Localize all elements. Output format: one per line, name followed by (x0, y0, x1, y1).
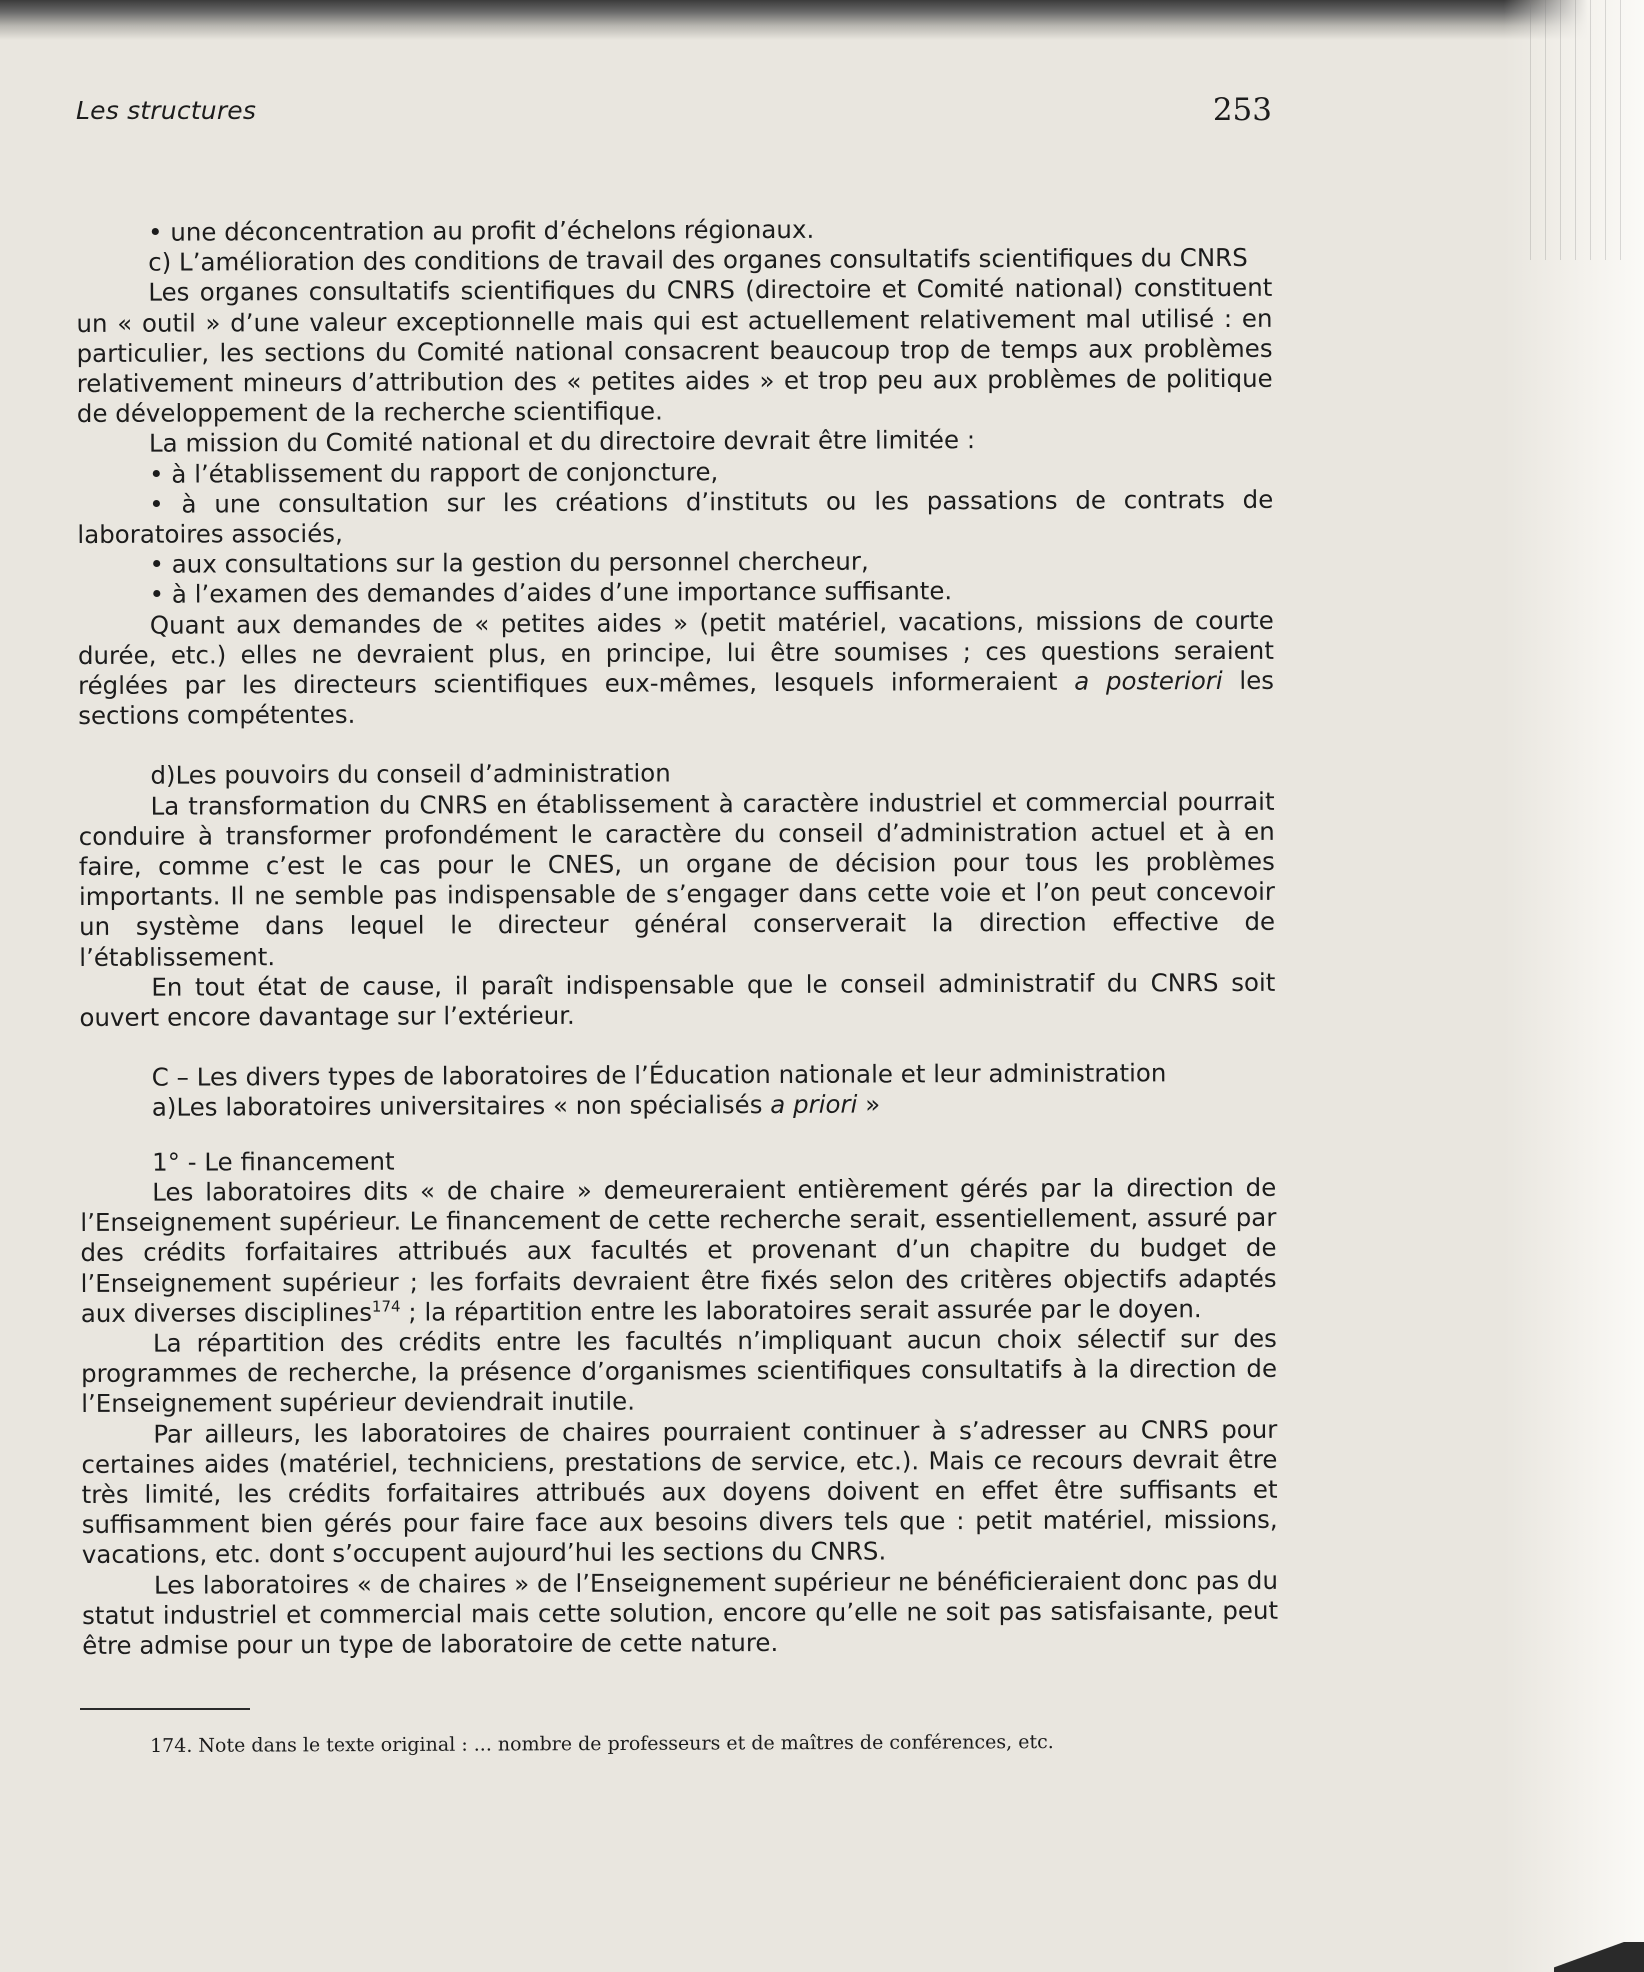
section-heading (80, 1088, 1276, 1123)
page-top-shadow (0, 0, 1644, 40)
body-text (76, 213, 1278, 1661)
paragraph: La répartition des crédits entre les facultés n’impliquant aucun choix sélectif sur des programmes de recherche, la présence d’organismes scientifiques consultatifs à la direction de l’Enseignement supérieur deviendrait inutile. (80, 1323, 1278, 1419)
page-number: 253 (1212, 92, 1272, 128)
text-span: a)Les laboratoires universitaires « non spécialisés (151, 1090, 771, 1123)
section-heading: c) L’amélioration des conditions de travail des organes consultatifs scientifiques du CNRS (148, 243, 1248, 277)
paragraph: La transformation du CNRS en établissement à caractère industriel et commercial pourrait conduire à transformer profondément le caractère du conseil d’administration actuel et à en faire, comme c’est le cas pour le CNES, un organe de décision pour tous les problèmes importants. Il ne semble pas indispensable de s’engager dans cette voie et l’on peut concevoir un système dans lequel le directeur général conserverait la direction effective de l’établissement. (78, 786, 1276, 972)
paragraph: Les laboratoires « de chaires » de l’Enseignement supérieur ne bénéficieraient donc pas du statut industriel et commercial mais cette solution, encore qu’elle ne soit pas satisfaisante, peut être admise pour un type de laboratoire de cette nature. (82, 1565, 1279, 1660)
footnote: 174. Note dans le texte original : ... nombre de professeurs et de maîtres de conférences, etc. (150, 1731, 1054, 1757)
paragraph: Les organes consultatifs scientifiques du CNRS (directoire et Comité national) constituent un « outil » d’une valeur exceptionnelle mais qui est actuellement relativement mal utilisé : en particulier, les sections du Comité national consacrent beaucoup trop de temps aux problèmes relativement mineurs d’attribution des « petites aides » et trop peu aux problèmes de politique de développement de la recherche scientifique. (76, 273, 1273, 429)
list-item: • aux consultations sur la gestion du personnel chercheur, (149, 546, 869, 579)
list-item: • à l’examen des demandes d’aides d’une importance suffisante. (149, 576, 953, 610)
running-title: Les structures (76, 96, 257, 125)
text-span: » (857, 1089, 881, 1120)
list-item: • à l’établissement du rapport de conjoncture, (149, 456, 719, 489)
paragraph: Par ailleurs, les laboratoires de chaires pourraient continuer à s’adresser au CNRS pour certaines aides (matériel, techniciens, prestations de service, etc.). Mais ce recours devrait être très limité, les crédits forfaitaires attribués aux doyens doivent en effet être suffisants et suffisamment bien gérés pour faire face aux besoins divers tels que : petit matériel, missions, vacations, etc. dont s’occupent aujourd’hui les sections du CNRS. (81, 1414, 1278, 1570)
section-heading: 1° - Le financement (152, 1146, 395, 1177)
paragraph (80, 1173, 1277, 1329)
page-edge-lines (1516, 0, 1626, 260)
paragraph: La mission du Comité national et du directoire devrait être limitée : (148, 425, 976, 459)
italic-text: a posteriori (1074, 666, 1223, 696)
footnote-rule (80, 1708, 250, 1710)
page-header (76, 92, 1272, 132)
list-item: • à une consultation sur les créations d’instituts ou les passations de contrats de laboratoires associés, (77, 484, 1274, 550)
text-span: Quant aux demandes de « petites aides » (petit matériel, vacations, missions de courte durée, etc.) elles ne devraient plus, en principe, lui être soumises ; ces questions seraient réglées par les directeurs scientifiques eux-mêmes, lesquels informeraient (77, 605, 1274, 701)
paragraph (78, 605, 1275, 731)
text-span: ; la répartition entre les laboratoires serait assurée par le doyen. (400, 1293, 1202, 1327)
paragraph: En tout état de cause, il paraît indispensable que le conseil administratif du CNRS soit ouvert encore davantage sur l’extérieur. (79, 967, 1276, 1033)
section-heading: C – Les divers types de laboratoires de l’Éducation nationale et leur administration (151, 1058, 1167, 1092)
page-right-edge (1504, 0, 1644, 1972)
paragraph: • une déconcentration au profit d’échelons régionaux. (147, 214, 815, 247)
footnote-ref[interactable]: 174 (371, 1297, 401, 1316)
text-span: Les laboratoires dits « de chaire » demeureraient entièrement gérés par la direction de l’Enseignement supérieur. Le financement de cette recherche serait, essentiellement, assuré par des crédits forfaitaires attribués aux facultés et provenant d’un chapitre du budget de l’Enseignement supérieur ; les forfaits devraient être fixés selon des critères objectifs adaptés aux diverses disciplines (80, 1172, 1277, 1328)
italic-text: a priori (770, 1090, 858, 1120)
page-bottom-corner (1554, 1942, 1644, 1972)
section-heading: d)Les pouvoirs du conseil d’administration (150, 758, 671, 791)
text-span: les sections compétentes. (78, 665, 1275, 731)
